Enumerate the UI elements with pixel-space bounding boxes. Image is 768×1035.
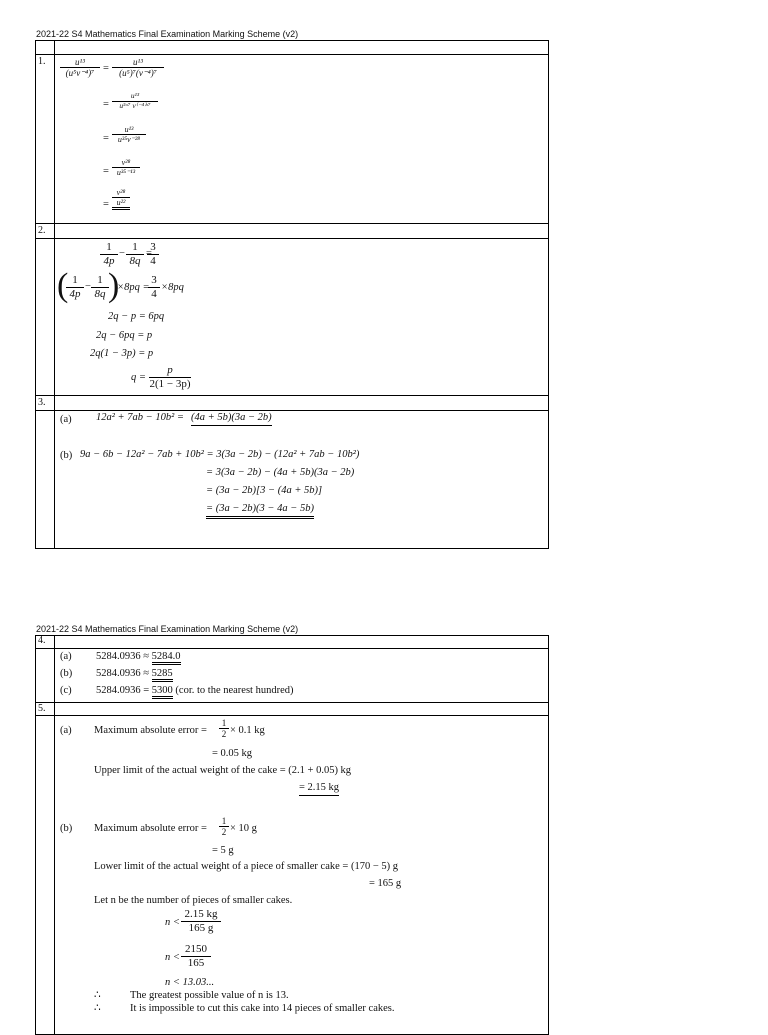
q5-conclusion-2: It is impossible to cut this cake into 14 pieces of smaller cakes. bbox=[130, 1003, 395, 1014]
divider bbox=[35, 395, 549, 396]
q5-part-a-half: $\frac{1}{2}$ bbox=[219, 718, 229, 740]
q2-fraction-3-over-4: $\frac{3}{4}$ bbox=[148, 274, 160, 300]
q4-part-a-answer: 5284.0 bbox=[152, 651, 181, 665]
q2-multiply-8pq: ×8pq = bbox=[117, 282, 150, 293]
divider bbox=[35, 223, 549, 224]
q4-part-b-label: (b) bbox=[60, 668, 73, 679]
q5-part-b-label: (b) bbox=[60, 823, 73, 834]
q5-part-a-line-1: Maximum absolute error = bbox=[94, 725, 207, 736]
q5-part-a-line-1-end: × 0.1 kg bbox=[230, 725, 265, 736]
q1-step3-fraction: $\frac{\text{u¹³}}{\text{u³⁵v⁻²⁸}}$ bbox=[112, 125, 146, 144]
q5-part-b-line-1: Maximum absolute error = bbox=[94, 823, 207, 834]
therefore-symbol: ∴ bbox=[94, 990, 101, 1001]
q2-fraction-1-over-8q: $\frac{1}{8q}$ bbox=[126, 241, 144, 267]
q3-part-b-line-3: = (3a − 2b)[3 − (4a + 5b)] bbox=[206, 485, 323, 496]
q1-equals: = bbox=[103, 99, 109, 110]
question-number-4: 4. bbox=[38, 635, 46, 646]
right-parenthesis: ) bbox=[108, 267, 120, 304]
q5-inequality-1-fraction: $\frac{2.15 kg}{165 g}$ bbox=[181, 908, 221, 934]
q5-part-b-line-3: Lower limit of the actual weight of a piece of smaller cake = (170 − 5) g bbox=[94, 861, 398, 872]
q5-part-b-line-5: Let n be the number of pieces of smaller cakes. bbox=[94, 895, 293, 906]
q5-part-a-line-2: = 0.05 kg bbox=[212, 748, 253, 759]
left-parenthesis: ( bbox=[57, 267, 69, 304]
question-number-1: 1. bbox=[38, 56, 46, 67]
q2-final-answer: $\frac{p}{2(1 - 3p)}$ bbox=[149, 364, 191, 390]
q5-part-b-half: $\frac{1}{2}$ bbox=[219, 816, 229, 838]
q3-part-a-expression: 12a² + 7ab − 10b² = bbox=[96, 412, 184, 423]
q5-part-a-answer: = 2.15 kg bbox=[299, 782, 339, 796]
q1-equals: = bbox=[103, 133, 109, 144]
q2-fraction-1-over-4p: $\frac{1}{4p}$ bbox=[66, 274, 84, 300]
q2-multiply-8pq: ×8pq bbox=[161, 282, 184, 293]
q2-fraction-1-over-4p: $\frac{1}{4p}$ bbox=[100, 241, 118, 267]
q4-part-a-label: (a) bbox=[60, 651, 72, 662]
q5-part-b-line-2: = 5 g bbox=[212, 845, 234, 856]
therefore-symbol: ∴ bbox=[94, 1003, 101, 1014]
divider bbox=[35, 648, 549, 649]
q5-part-a-line-3: Upper limit of the actual weight of the cake = (2.1 + 0.05) kg bbox=[94, 765, 352, 776]
q3-part-b-label: (b) bbox=[60, 450, 73, 461]
q2-minus: − bbox=[85, 281, 91, 292]
q4-part-c-note: (cor. to the nearest hundred) bbox=[175, 685, 294, 696]
q4-part-b-line: 5284.0936 ≈ 5285 bbox=[96, 668, 173, 681]
q2-equals: = bbox=[146, 248, 152, 259]
divider bbox=[35, 702, 549, 703]
q5-inequality-3: n < 13.03... bbox=[165, 977, 215, 988]
divider bbox=[54, 635, 55, 1035]
q4-part-c-answer: 5300 bbox=[152, 685, 173, 699]
q3-part-b-line-1: 9a − 6b − 12a² − 7ab + 10b² = 3(3a − 2b) − (12a² + 7ab − 10b²) bbox=[80, 449, 360, 460]
q1-step4-fraction: $\frac{\text{v²⁸}}{\text{u³⁵⁻¹³}}$ bbox=[112, 158, 140, 177]
divider bbox=[35, 715, 549, 716]
question-number-3: 3. bbox=[38, 397, 46, 408]
divider bbox=[35, 410, 549, 411]
q5-conclusion-1: The greatest possible value of n is 13. bbox=[130, 990, 289, 1001]
q1-step1-right-fraction: $\frac{\text{u¹³}}{\text{(u⁵)⁷(v⁻⁴)⁷}}$ bbox=[112, 57, 164, 79]
q5-inequality-2-fraction: $\frac{2150}{165}$ bbox=[181, 943, 211, 969]
q5-part-a-label: (a) bbox=[60, 725, 72, 736]
q2-fraction-1-over-8q: $\frac{1}{8q}$ bbox=[91, 274, 109, 300]
divider bbox=[35, 238, 549, 239]
q2-step-3: 2q − p = 6pq bbox=[108, 311, 165, 322]
q4-part-c-line: 5284.0936 = 5300 (cor. to the nearest hundred) bbox=[96, 685, 294, 698]
q4-part-a-line: 5284.0936 ≈ 5284.0 bbox=[96, 651, 181, 664]
question-number-5: 5. bbox=[38, 703, 46, 714]
q1-equals: = bbox=[103, 166, 109, 177]
q3-part-a-answer: (4a + 5b)(3a − 2b) bbox=[191, 412, 272, 426]
q1-equals: = bbox=[103, 63, 109, 74]
q1-equals: = bbox=[103, 199, 109, 210]
q1-final-answer: $\frac{\text{v²⁸}}{\text{u²²}}$ bbox=[112, 188, 130, 210]
question-number-2: 2. bbox=[38, 225, 46, 236]
q3-part-b-line-2: = 3(3a − 2b) − (4a + 5b)(3a − 2b) bbox=[206, 467, 355, 478]
page2-header: 2021-22 S4 Mathematics Final Examination Marking Scheme (v2) bbox=[36, 624, 299, 634]
q4-part-b-answer: 5285 bbox=[152, 668, 173, 682]
q1-step2-fraction: $\frac{\text{u¹³}}{\text{u⁵ˣ⁷ v⁽⁻⁴⁾ˣ⁷}}$ bbox=[112, 92, 158, 110]
q5-inequality-2-left: n < bbox=[165, 952, 180, 963]
divider bbox=[54, 40, 55, 549]
q1-step1-left-fraction: $\frac{\text{u¹³}}{\text{(u⁵v⁻⁴)⁷}}$ bbox=[60, 57, 100, 79]
q2-final-left: q = bbox=[131, 372, 146, 383]
page1-header: 2021-22 S4 Mathematics Final Examination Marking Scheme (v2) bbox=[36, 29, 299, 39]
divider bbox=[35, 54, 549, 55]
q5-part-b-line-1-end: × 10 g bbox=[230, 823, 257, 834]
q2-step-4: 2q − 6pq = p bbox=[96, 330, 153, 341]
q5-inequality-1-left: n < bbox=[165, 917, 180, 928]
q2-fraction-3-over-4: $\frac{3}{4}$ bbox=[147, 241, 159, 267]
q3-part-a-label: (a) bbox=[60, 414, 72, 425]
q5-part-b-line-4: = 165 g bbox=[369, 878, 402, 889]
q2-step-5: 2q(1 − 3p) = p bbox=[90, 348, 154, 359]
q3-part-b-answer: = (3a − 2b)(3 − 4a − 5b) bbox=[206, 503, 314, 519]
q4-part-c-label: (c) bbox=[60, 685, 72, 696]
q2-minus: − bbox=[119, 248, 125, 259]
